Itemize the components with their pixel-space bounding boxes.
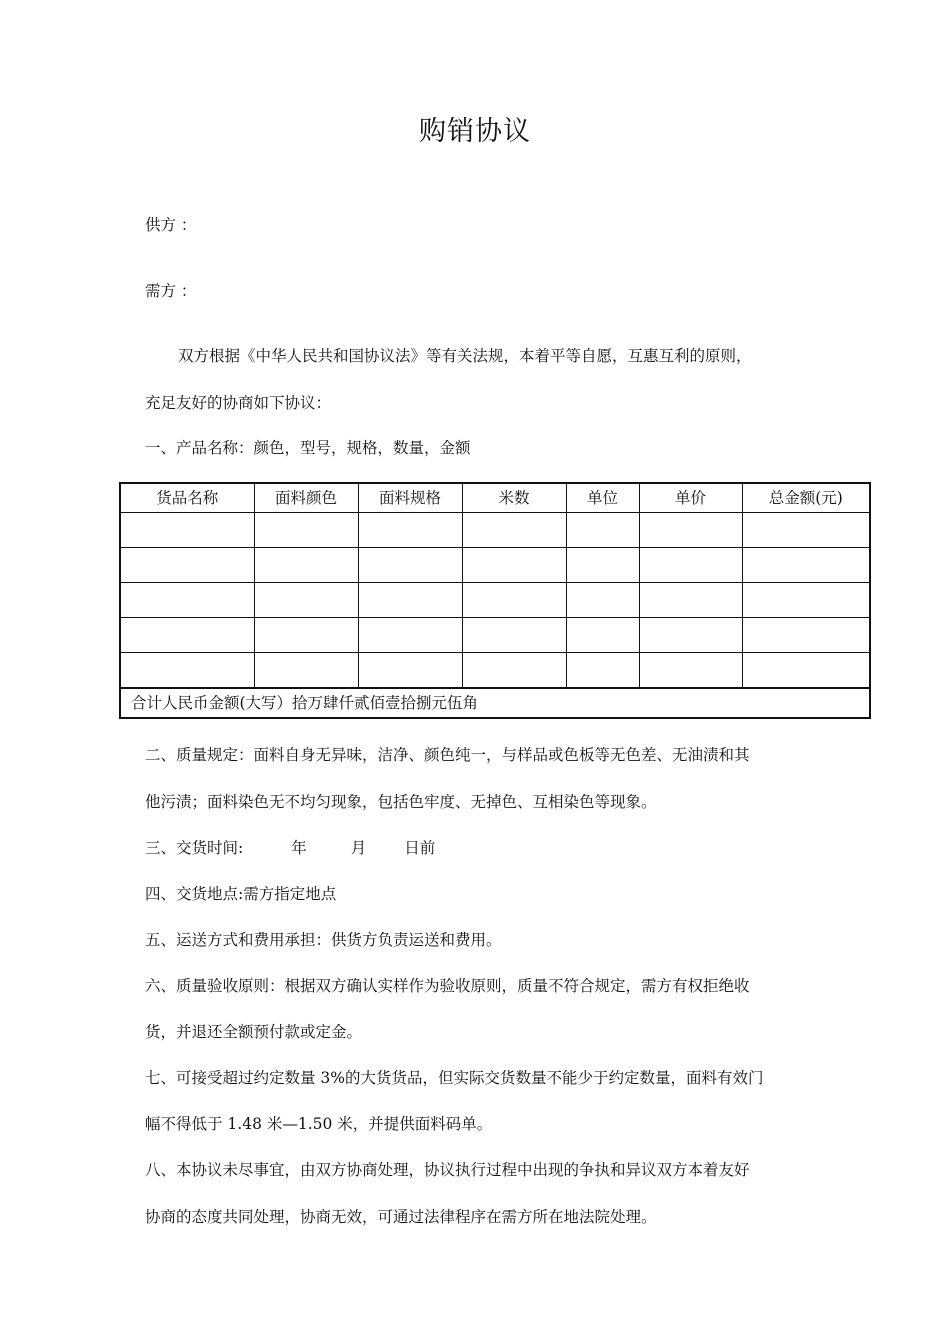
- table-header-row: [120, 483, 870, 513]
- table-cell: [742, 548, 870, 583]
- section-1-heading: 一、产品名称：颜色，型号，规格，数量，金额: [145, 439, 471, 457]
- buyer-label: 需方 ：: [145, 282, 197, 300]
- table-cell: [462, 583, 566, 618]
- table-cell: [639, 513, 742, 548]
- section-2-line-1: 二、质量规定：面料自身无异味，洁净、颜色纯一，与样品或色板等无色差、无油渍和其: [145, 746, 750, 764]
- table-cell: [254, 583, 358, 618]
- delivery-year: 年: [291, 839, 307, 857]
- table-cell: [566, 653, 639, 689]
- section-7-line-1: 七、可接受超过约定数量 3%的大货货品，但实际交货数量不能少于约定数量，面料有效门: [145, 1069, 764, 1087]
- table-cell: [120, 513, 254, 548]
- table-cell: [639, 548, 742, 583]
- header-unit-price: 单价: [639, 483, 742, 513]
- table-total-row: [120, 688, 870, 718]
- document-title: 购销协议: [419, 116, 531, 147]
- table-cell: [566, 583, 639, 618]
- table-cell: [566, 513, 639, 548]
- section-3-delivery-time: [145, 836, 435, 860]
- table-cell: [639, 618, 742, 653]
- table-row: [120, 583, 870, 618]
- section-8-line-1: 八、本协议未尽事宜，由双方协商处理，协议执行过程中出现的争执和异议双方本着友好: [145, 1161, 750, 1179]
- delivery-day: 日前: [404, 839, 436, 857]
- table-cell: [566, 618, 639, 653]
- table-row: [120, 653, 870, 689]
- section-6-line-1: 六、质量验收原则：根据双方确认实样作为验收原则，质量不符合规定，需方有权拒绝收: [145, 977, 750, 995]
- header-fabric-color: 面料颜色: [254, 483, 358, 513]
- header-total-amount: 总金额(元): [742, 483, 870, 513]
- section-2-line-2: 他污渍；面料染色无不均匀现象，包括色牢度、无掉色、互相染色等现象。: [145, 793, 657, 811]
- table-cell: [120, 653, 254, 689]
- section-8-line-2: 协商的态度共同处理，协商无效，可通过法律程序在需方所在地法院处理。: [145, 1208, 657, 1226]
- table-row: [120, 513, 870, 548]
- table-cell: [462, 513, 566, 548]
- total-amount-in-words: 合计人民币金额(大写）拾万肆仟贰佰壹拾捌元伍角: [120, 688, 870, 718]
- supplier-label: 供方 ：: [145, 216, 197, 234]
- section-4-delivery-place: 四、交货地点:需方指定地点: [145, 885, 337, 903]
- table-row: [120, 618, 870, 653]
- table-row: [120, 548, 870, 583]
- header-goods-name: 货品名称: [120, 483, 254, 513]
- table-cell: [254, 548, 358, 583]
- table-cell: [639, 583, 742, 618]
- table-cell: [358, 548, 462, 583]
- delivery-time-label: 三、交货时间:: [145, 839, 244, 857]
- table-cell: [742, 513, 870, 548]
- table-cell: [742, 653, 870, 689]
- header-meters: 米数: [462, 483, 566, 513]
- table-cell: [462, 618, 566, 653]
- table-cell: [566, 548, 639, 583]
- table-cell: [254, 653, 358, 689]
- section-5-transport: 五、运送方式和费用承担：供货方负责运送和费用。: [145, 931, 502, 949]
- table-cell: [462, 548, 566, 583]
- table-cell: [462, 653, 566, 689]
- delivery-month: 月: [350, 839, 367, 857]
- table-cell: [254, 618, 358, 653]
- intro-paragraph-line-1: 双方根据《中华人民共和国协议法》等有关法规，本着平等自愿，互惠互利的原则，: [178, 347, 752, 365]
- table-cell: [742, 583, 870, 618]
- header-unit: 单位: [566, 483, 639, 513]
- intro-paragraph-line-2: 充足友好的协商如下协议：: [145, 394, 332, 412]
- table-cell: [120, 583, 254, 618]
- table-cell: [254, 513, 358, 548]
- table-cell: [358, 618, 462, 653]
- table-cell: [358, 653, 462, 689]
- table-cell: [639, 653, 742, 689]
- section-7-line-2: 幅不得低于 1.48 米—1.50 米，并提供面料码单。: [145, 1115, 493, 1133]
- table-cell: [120, 618, 254, 653]
- table-cell: [120, 548, 254, 583]
- goods-table: [119, 482, 871, 719]
- section-6-line-2: 货，并退还全额预付款或定金。: [145, 1023, 363, 1041]
- header-fabric-spec: 面料规格: [358, 483, 462, 513]
- table-cell: [358, 513, 462, 548]
- table-cell: [358, 583, 462, 618]
- table-cell: [742, 618, 870, 653]
